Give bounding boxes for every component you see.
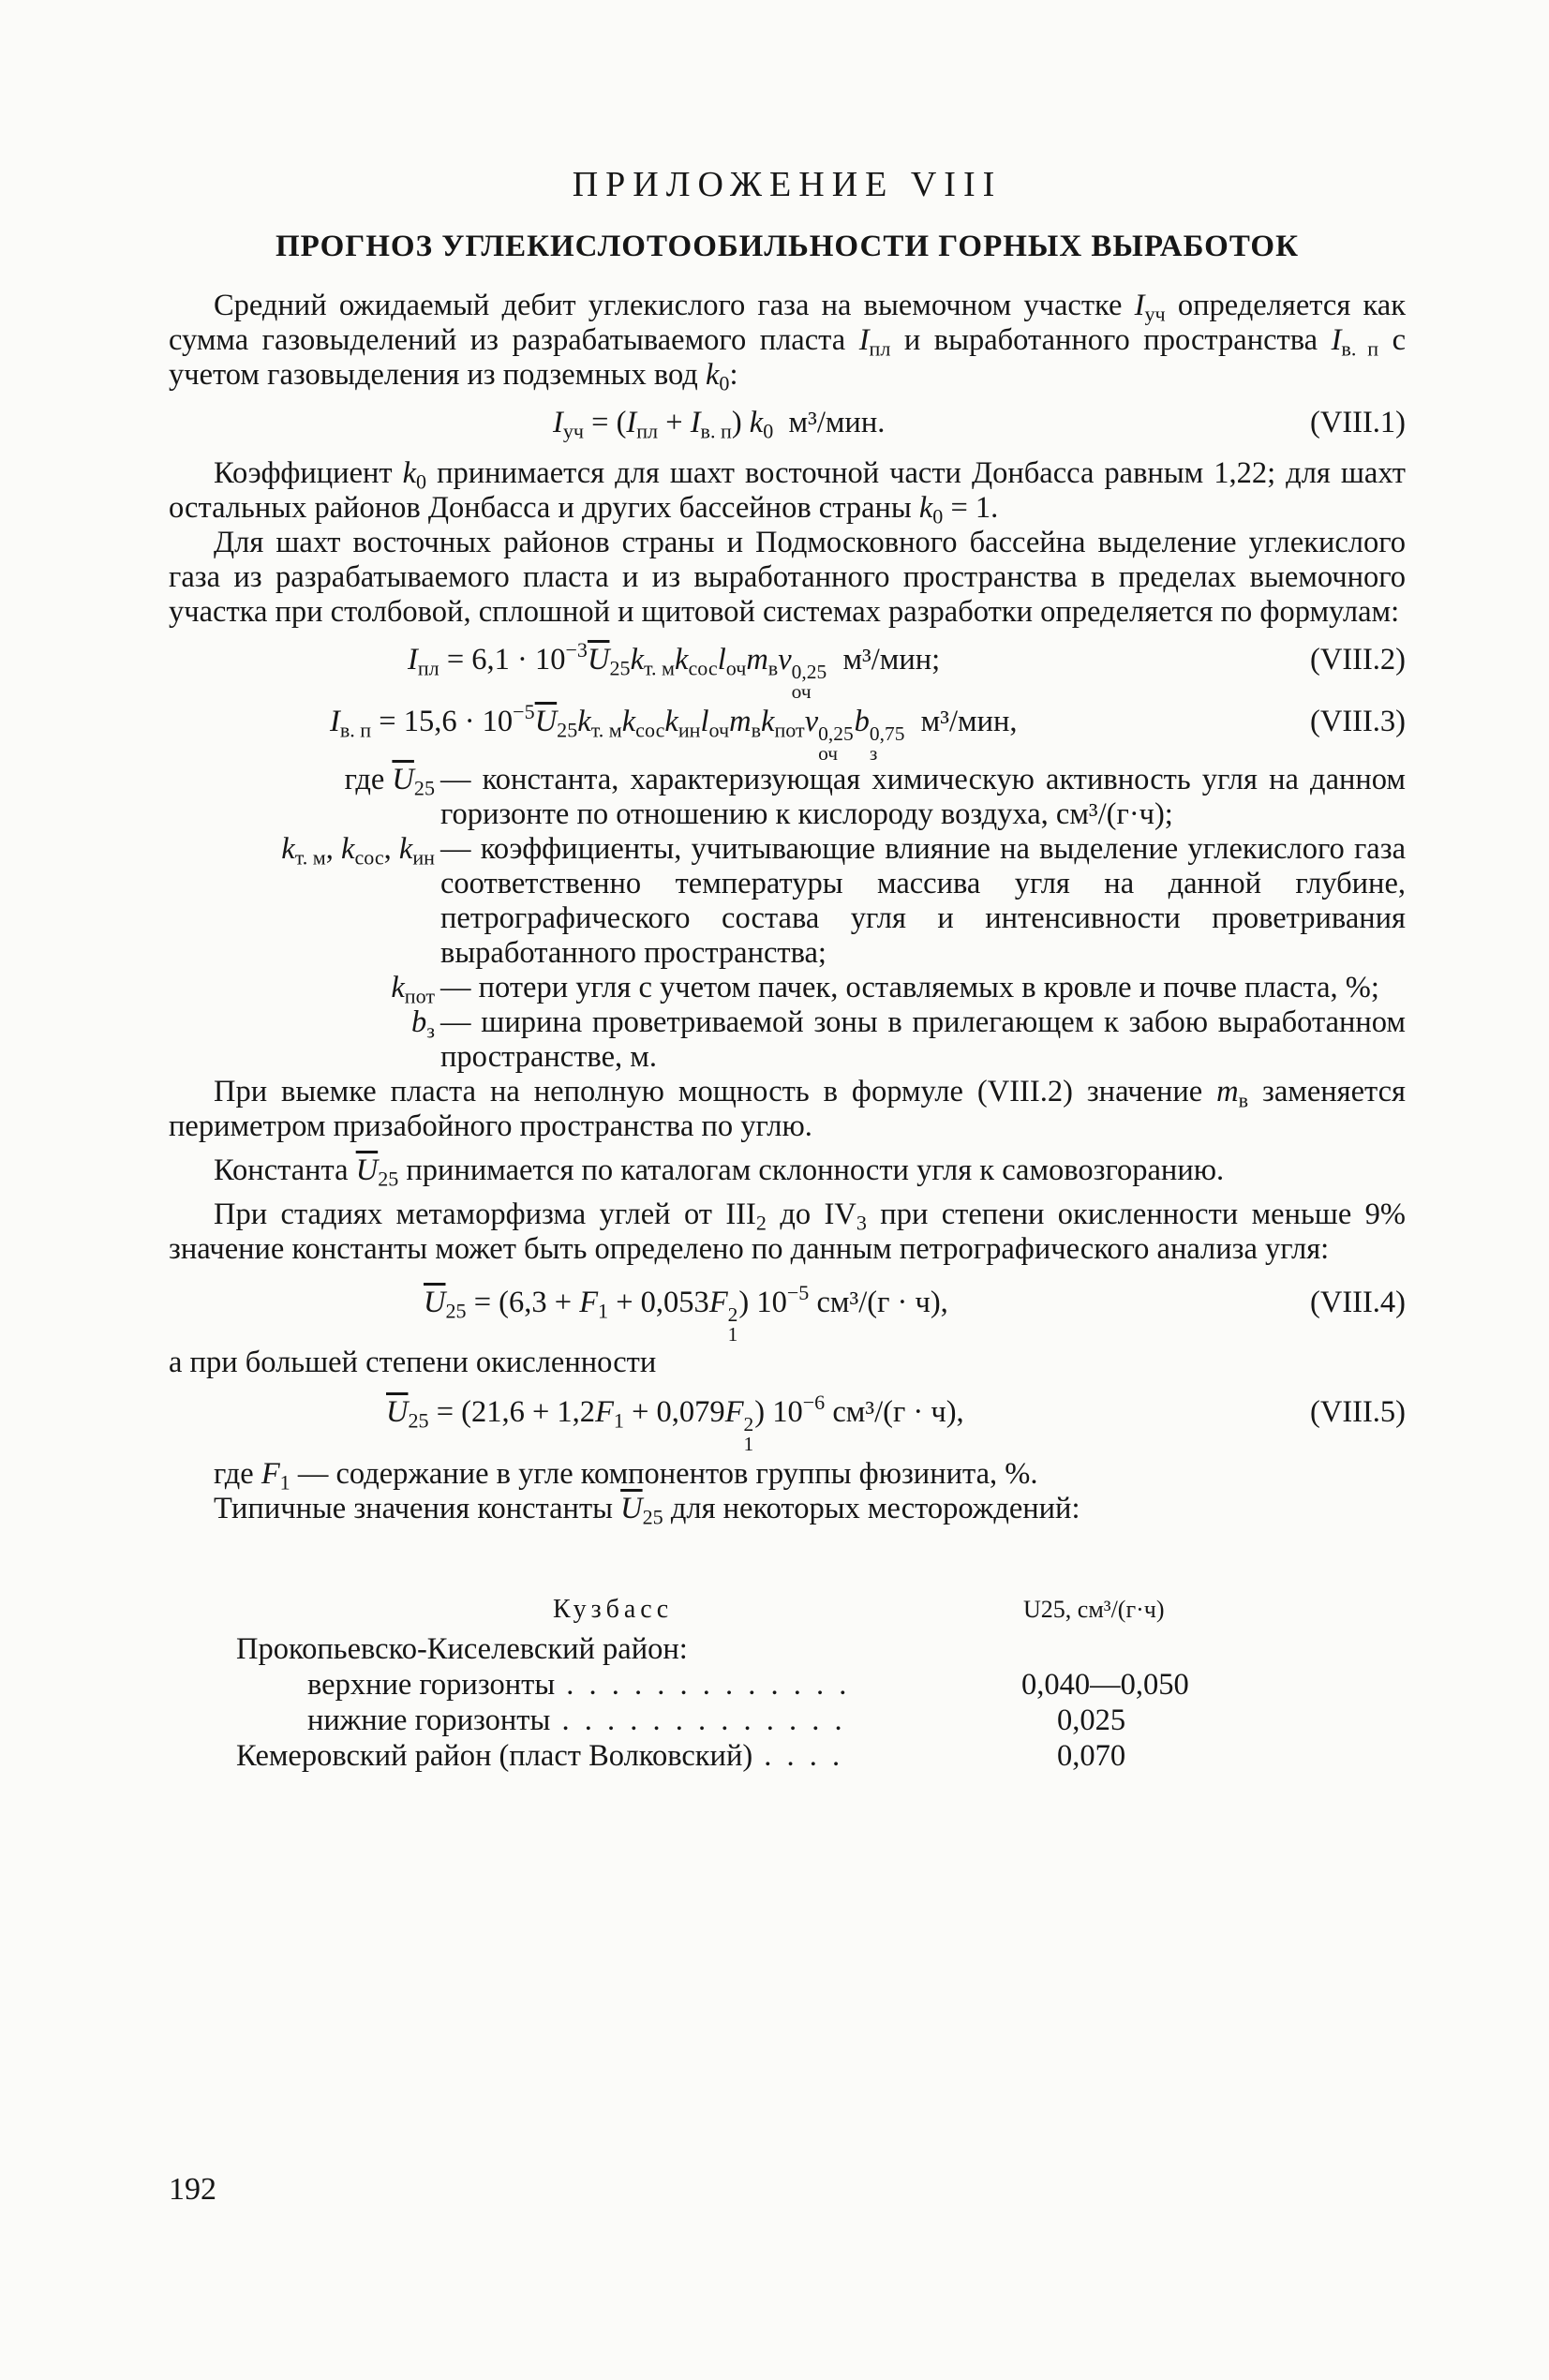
table-row-label: нижние горизонты — [307, 1703, 551, 1737]
table-row-value: 0,070 — [1057, 1739, 1126, 1773]
equation-viii-5: $\overline{U}_{25} = (21,6 + 1,2F_1 + 0,079F$ 2 1 ) $10^{-6}$ см³/(г · ч), (VIII.5) — [386, 1390, 1406, 1456]
table-row: верхние горизонты . . . . . . . . . . . . . — [307, 1668, 851, 1702]
equation-viii-4: $\overline{U}_{25} = (6,3 + F_1 + 0,053F$ 2 1 ) $10^{-5}$ см³/(г · ч), (VIII.4) — [424, 1280, 1406, 1346]
u25-table — [169, 1592, 1406, 1789]
table-row: Кемеровский район (пласт Волковский) . . . . — [236, 1739, 844, 1773]
definition-kpot: $k_{пот}$ — потери угля с учетом пачек, оставляемых в кровле и почве пласта, %; — [391, 971, 1379, 1008]
paragraph-1: Средний ожидаемый дебит углекислого газа на выемочном участке $I_{уч}$ определяется как сумма газовыделений из разрабатываемого пласта $I_{пл}$ и выработанного пространства $I_{в. п}$ с учетом газовыделения из подземных вод $k_0$: — [169, 289, 1407, 395]
appendix-title: ПРИЛОЖЕНИЕ VIII — [572, 165, 1003, 204]
paragraph-7: а при большей степени окисленности — [169, 1346, 657, 1379]
table-row-label: верхние горизонты — [307, 1668, 556, 1702]
equation-number: (VIII.5) — [1310, 1395, 1406, 1429]
page-content — [169, 164, 1406, 1789]
paragraph-3: Для шахт восточных районов страны и Подмосковного бассейна выделение углекислого газа из разрабатываемого пласта и из выработанного пространства в пределах выемочного участка при столбовой, сплошной и щитовой системах разработки определяется по формулам: — [169, 526, 1406, 629]
equation-number: (VIII.2) — [1310, 643, 1406, 677]
equation-number: (VIII.1) — [1310, 406, 1406, 439]
page-number: 192 — [169, 2172, 216, 2207]
equation-viii-1: $I_{уч} = (I_{пл} + I_{в. п})$ $k_0$ м³/мин. (VIII.1) — [553, 406, 1406, 443]
paragraph-5: Константа $\overline{U}_{25}$ принимается по каталогам склонности угля к самовозгоранию. — [214, 1153, 1225, 1191]
table-row-value: 0,040—0,050 — [1021, 1668, 1189, 1702]
table-row-label: Прокопьевско-Киселевский район: — [236, 1632, 688, 1666]
paragraph-4: При выемке пласта на неполную мощность в формуле (VIII.2) значение $m_в$ заменяется периметром призабойного пространства по углю. — [169, 1075, 1406, 1143]
equation-number: (VIII.4) — [1310, 1286, 1406, 1319]
equation-viii-3: $I_{в. п} = 15,6 \cdot 10^{-5}\overline{U}_{25}k_{т. м}k_{сос}k_{ин}l_{оч}m_вk_{пот}v$ 0,25 оч b 0,75 з м³/мин, (VIII.3) — [330, 699, 1406, 766]
table-row-value: 0,025 — [1057, 1703, 1126, 1737]
table-header-region: Кузбасс — [553, 1595, 674, 1624]
section-title: ПРОГНОЗ УГЛЕКИСЛОТООБИЛЬНОСТИ ГОРНЫХ ВЫРАБОТОК — [275, 230, 1300, 263]
definition-coefficients: $k_{т. м}$, $k_{сос}$, $k_{ин}$ — коэффициенты, учитывающие влияние на выделение углекислого газа соответственно температуры массива угля на данной глубине, петрографического состава угля и интенсивности проветривания выработанного пространства; — [281, 832, 1406, 970]
definition-b3: $b_з$ — ширина проветриваемой зоны в прилегающем к забою выработанном пространстве, м. — [411, 1005, 1406, 1074]
table-row-label: Кемеровский район (пласт Волковский) — [236, 1739, 753, 1773]
paragraph-9: Типичные значения константы $\overline{U}_{25}$ для некоторых месторождений: — [214, 1492, 1080, 1529]
paragraph-6: При стадиях метаморфизма углей от $III_2$ до $IV_3$ при степени окисленности меньше 9% значение константы может быть определено по данным петрографического анализа угля: — [169, 1197, 1406, 1266]
definition-u25: где $\overline{U}_{25}$ — константа, характеризующая химическую активность угля на данном горизонте по отношению к кислороду воздуха, см³/(г·ч); — [344, 763, 1406, 831]
equation-viii-2: $I_{пл} = 6,1 \cdot 10^{-3}\overline{U}_{25}k_{т. м}k_{сос}l_{оч}m_вv$ 0,25 оч м³/мин; (VIII.2) — [408, 637, 1406, 704]
table-header-unit: U25, см³/(г·ч) — [1023, 1596, 1165, 1623]
paragraph-8: где $F_1$ — содержание в угле компонентов группы фюзинита, %. — [214, 1457, 1038, 1495]
table-row: нижние горизонты . . . . . . . . . . . . . — [307, 1703, 846, 1737]
equation-number: (VIII.3) — [1310, 705, 1406, 738]
paragraph-2: Коэффициент $k_0$ принимается для шахт восточной части Донбасса равным 1,22; для шахт остальных районов Донбасса и других бассейнов страны $k_0 = 1$. — [169, 456, 1406, 528]
